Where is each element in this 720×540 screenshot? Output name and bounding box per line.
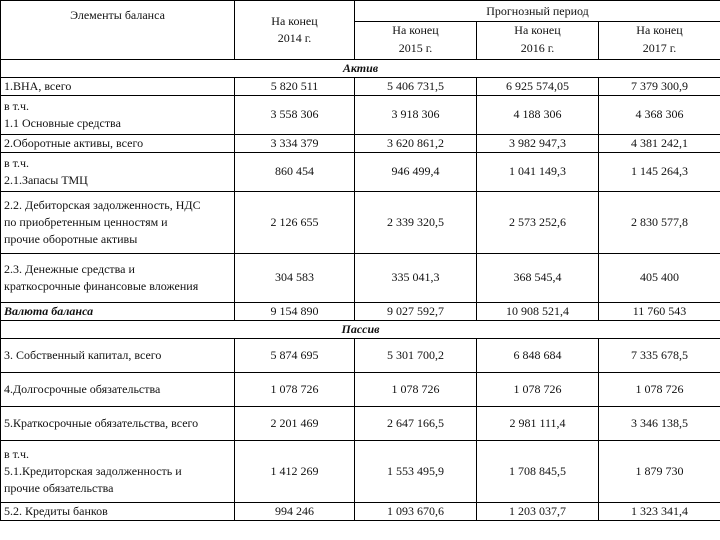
table-row [1, 77, 720, 95]
value-2016: 6 925 574,05 [477, 77, 599, 95]
value-2016: 2 573 252,6 [477, 191, 599, 253]
header-2016-line2: 2016 г. [477, 39, 599, 59]
table-row [1, 502, 720, 520]
value-2017: 3 346 138,5 [599, 406, 720, 440]
value-2015: 3 620 861,2 [355, 134, 477, 152]
value-2014: 1 412 269 [235, 440, 355, 502]
value-2017: 1 879 730 [599, 440, 720, 502]
row-label: 5.Краткосрочные обязательства, всего [1, 406, 235, 440]
header-end-2014: На конец 2014 г. [235, 1, 355, 60]
row-label: в т.ч. 5.1.Кредиторская задолженность и прочие обязательства [1, 440, 235, 502]
value-2015: 3 918 306 [355, 95, 477, 134]
value-2015: 2 339 320,5 [355, 191, 477, 253]
value-2016: 3 982 947,3 [477, 134, 599, 152]
table-row [1, 95, 720, 134]
row-label: Валюта баланса [1, 302, 235, 320]
value-2015: 2 647 166,5 [355, 406, 477, 440]
value-2016: 2 981 111,4 [477, 406, 599, 440]
value-2014: 860 454 [235, 152, 355, 191]
value-2016: 6 848 684 [477, 338, 599, 372]
table-row [1, 338, 720, 372]
value-2017: 405 400 [599, 253, 720, 302]
header-2015-line1: На конец [355, 22, 477, 40]
value-2015: 1 553 495,9 [355, 440, 477, 502]
value-2014: 5 820 511 [235, 77, 355, 95]
row-label: в т.ч. 1.1 Основные средства [1, 95, 235, 134]
value-2017: 4 368 306 [599, 95, 720, 134]
table-row [1, 406, 720, 440]
row-label: 3. Собственный капитал, всего [1, 338, 235, 372]
value-2016: 1 041 149,3 [477, 152, 599, 191]
row-label: 2.3. Денежные средства и краткосрочные финансовые вложения [1, 253, 235, 302]
value-2014: 5 874 695 [235, 338, 355, 372]
table-row [1, 191, 720, 253]
value-2014: 3 558 306 [235, 95, 355, 134]
value-2017: 7 335 678,5 [599, 338, 720, 372]
value-2017: 2 830 577,8 [599, 191, 720, 253]
header-forecast-period: Прогнозный период [355, 1, 720, 22]
section-liabilities: Пассив [1, 320, 720, 338]
header-2017-line2: 2017 г. [599, 39, 720, 59]
value-2015: 1 093 670,6 [355, 502, 477, 520]
value-2016: 1 203 037,7 [477, 502, 599, 520]
value-2014: 3 334 379 [235, 134, 355, 152]
row-label: в т.ч. 2.1.Запасы ТМЦ [1, 152, 235, 191]
value-2014: 2 201 469 [235, 406, 355, 440]
header-2016-line1: На конец [477, 22, 599, 40]
value-2014: 994 246 [235, 502, 355, 520]
table-row [1, 152, 720, 191]
value-2015: 1 078 726 [355, 372, 477, 406]
value-2017: 11 760 543 [599, 302, 720, 320]
value-2016: 1 078 726 [477, 372, 599, 406]
value-2017: 4 381 242,1 [599, 134, 720, 152]
value-2015: 5 301 700,2 [355, 338, 477, 372]
section-assets: Актив [1, 59, 720, 77]
value-2014: 2 126 655 [235, 191, 355, 253]
value-2016: 4 188 306 [477, 95, 599, 134]
table-row [1, 253, 720, 302]
value-2014: 1 078 726 [235, 372, 355, 406]
value-2017: 1 323 341,4 [599, 502, 720, 520]
table-row [1, 134, 720, 152]
header-elements: Элементы баланса [1, 1, 235, 60]
header-2017-line1: На конец [599, 22, 720, 40]
value-2014: 304 583 [235, 253, 355, 302]
value-2016: 368 545,4 [477, 253, 599, 302]
row-label: 1.ВНА, всего [1, 77, 235, 95]
header-2015-line2: 2015 г. [355, 39, 477, 59]
value-2015: 9 027 592,7 [355, 302, 477, 320]
table-row [1, 372, 720, 406]
row-label: 2.Оборотные активы, всего [1, 134, 235, 152]
value-2015: 335 041,3 [355, 253, 477, 302]
value-2015: 946 499,4 [355, 152, 477, 191]
value-2016: 1 708 845,5 [477, 440, 599, 502]
table-row [1, 302, 720, 320]
row-label: 5.2. Кредиты банков [1, 502, 235, 520]
table-row [1, 440, 720, 502]
value-2014: 9 154 890 [235, 302, 355, 320]
value-2015: 5 406 731,5 [355, 77, 477, 95]
row-label: 4.Долгосрочные обязательства [1, 372, 235, 406]
value-2017: 1 145 264,3 [599, 152, 720, 191]
value-2016: 10 908 521,4 [477, 302, 599, 320]
value-2017: 1 078 726 [599, 372, 720, 406]
value-2017: 7 379 300,9 [599, 77, 720, 95]
row-label: 2.2. Дебиторская задолженность, НДС по приобретенным ценностям и прочие оборотные активы [1, 191, 235, 253]
